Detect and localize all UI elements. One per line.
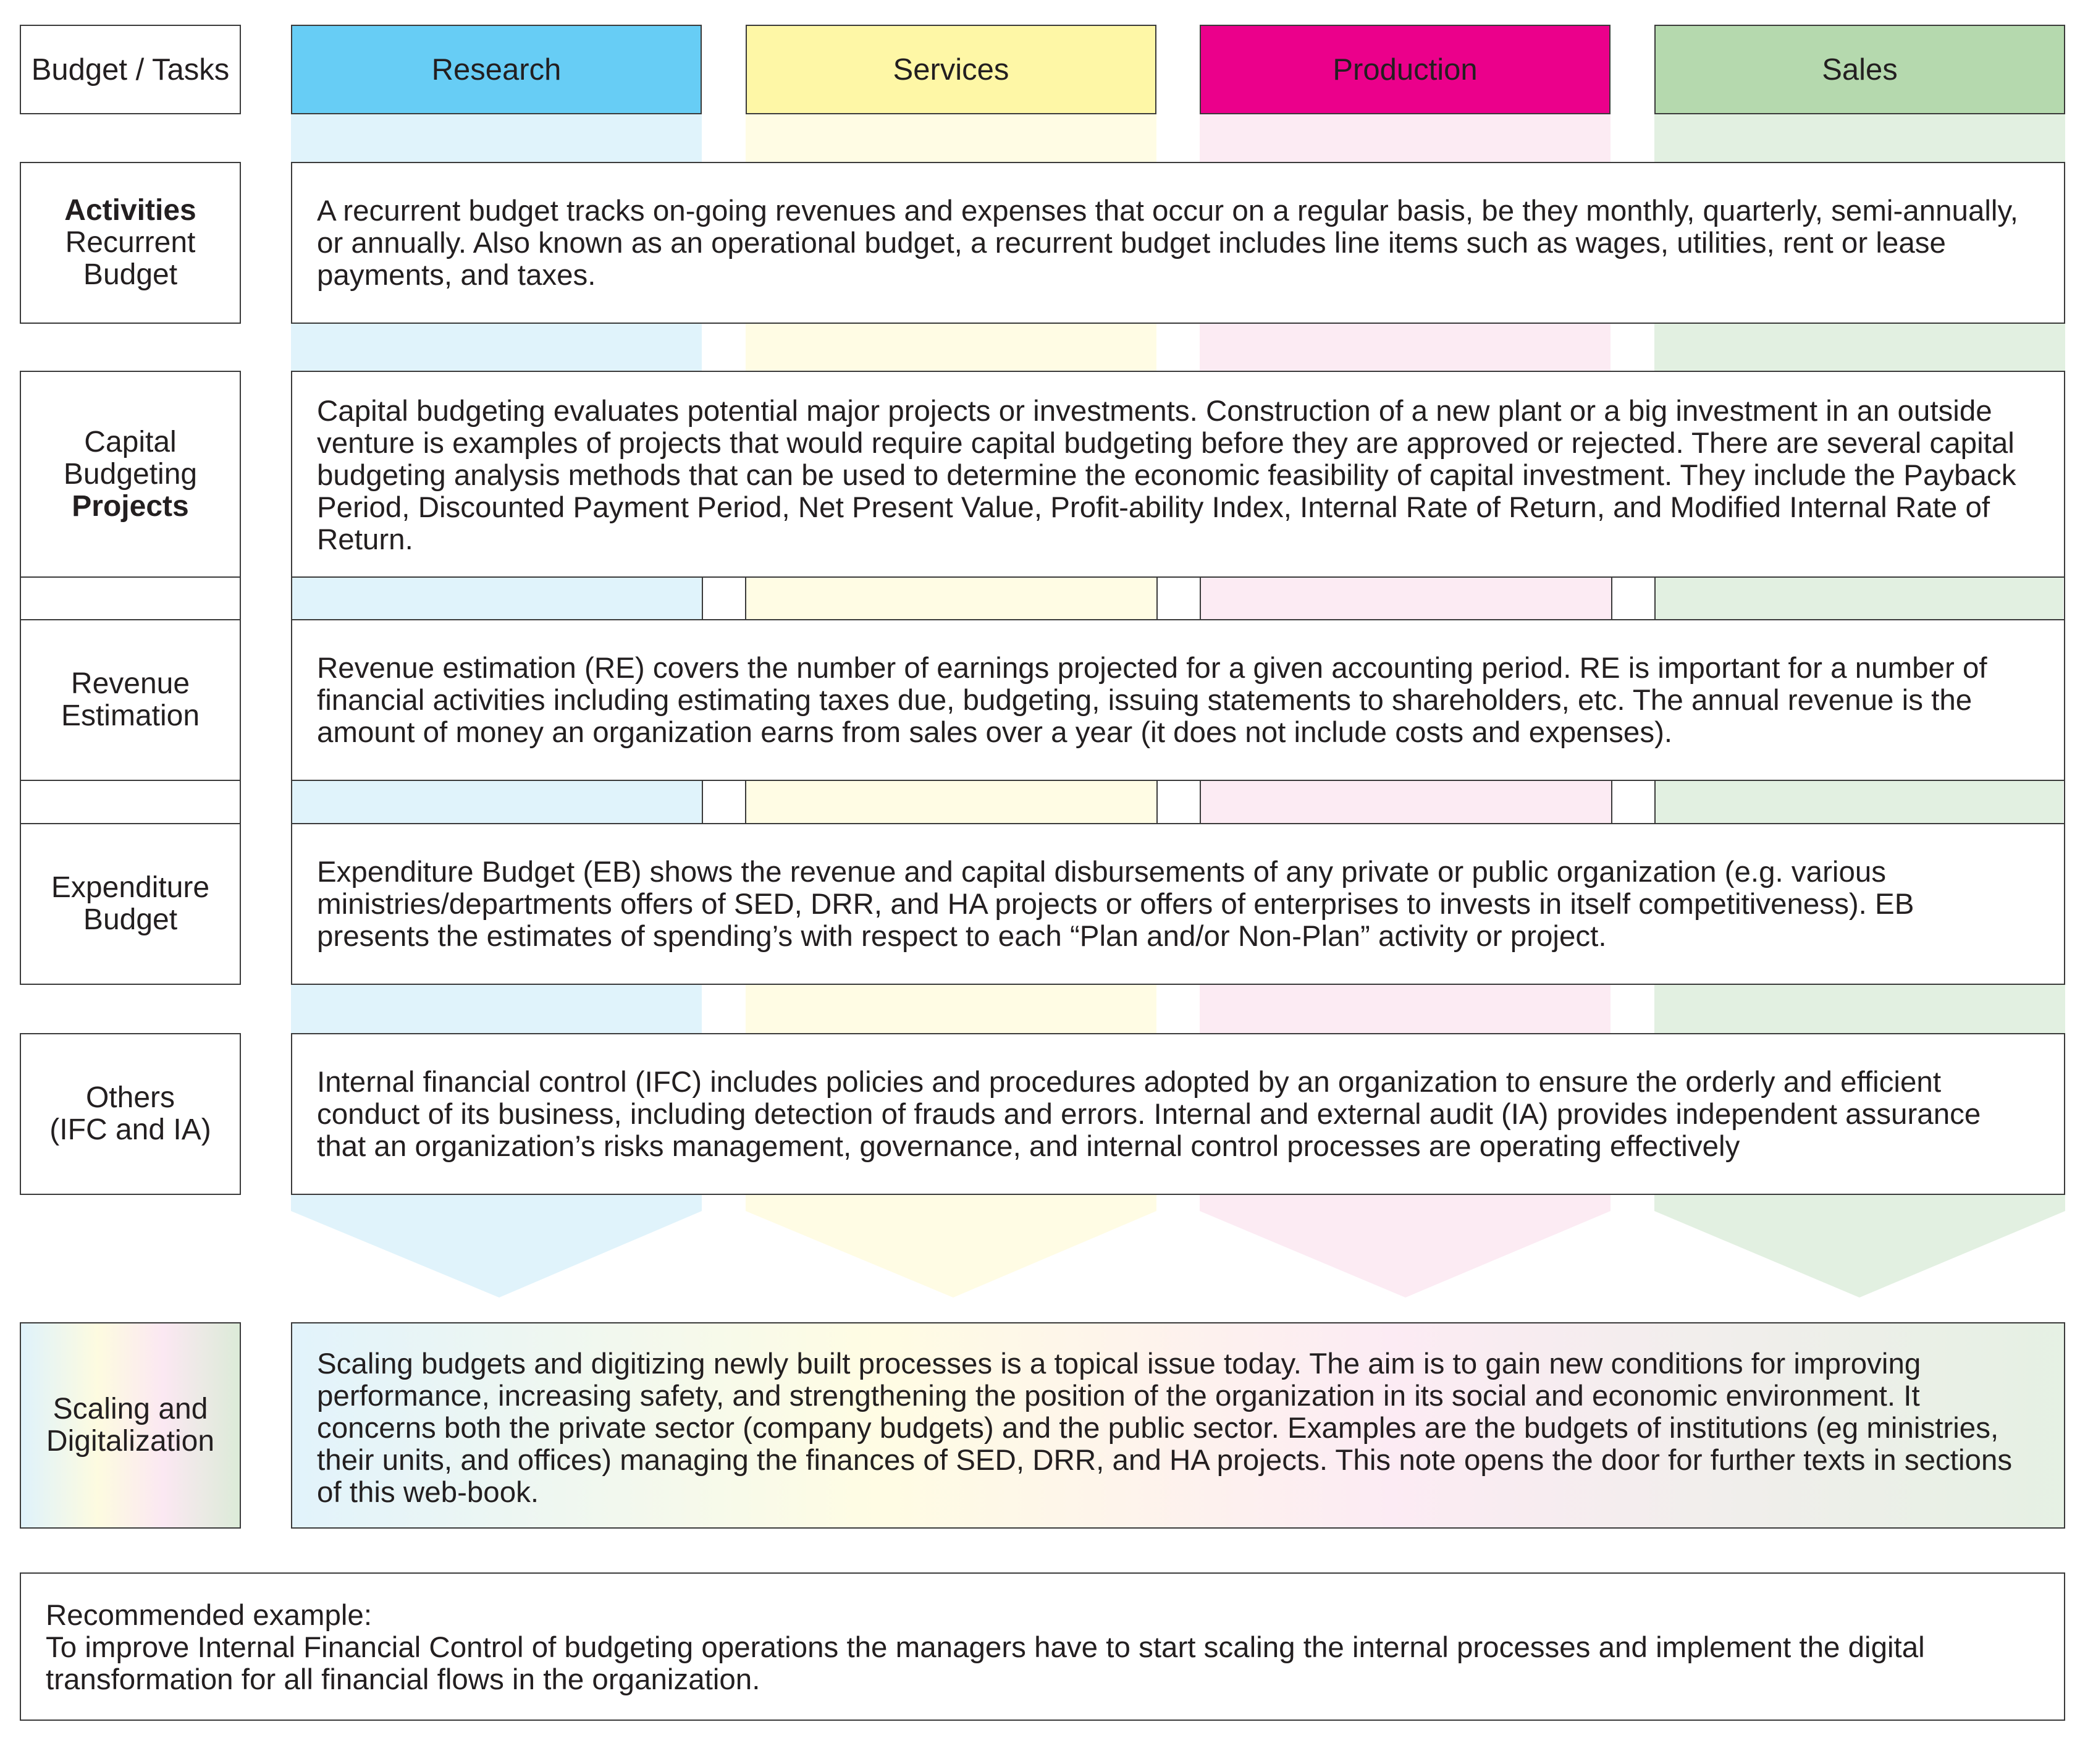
row-label-line: (IFC and IA) (49, 1113, 211, 1146)
connector-cell-services (745, 578, 1158, 620)
column-header-sales (1654, 25, 2065, 114)
row-label-line: Recurrent (65, 226, 196, 259)
row-text-expenditure-budget (291, 823, 2065, 985)
column-header-label: Production (1333, 53, 1478, 87)
row-text-revenue-estimation (291, 619, 2065, 781)
column-header-label: Services (893, 53, 1009, 87)
row-label-line: Estimation (61, 699, 200, 732)
connector-strip (291, 576, 2065, 621)
connector-label-spacer (20, 780, 241, 824)
scaling-label-box (20, 1322, 241, 1529)
row-label-line: Projects (72, 490, 189, 523)
recommended-title: Recommended example: (46, 1599, 373, 1632)
connector-cell-sales (1654, 781, 2063, 823)
row-label-line: Expenditure (51, 871, 210, 904)
column-header-label: Research (431, 53, 562, 87)
row-label-expenditure-budget (20, 823, 241, 985)
row-description: Capital budgeting evaluates potential major projects or investments. Construction of a new plant or a big investment in an outside venture is examples of projects that would require capital budgeting before they are approved or rejected. There are several capital budgeting analysis methods that can be used to determine the economic feasibility of capital investment. They include the Payback Period, Discounted Payment Period, Net Present Value, Profit-ability Index, Internal Rate of Return, and Modified Internal Rate of Return. (317, 395, 2016, 556)
row-text-recurrent-budget (291, 162, 2065, 324)
connector-cell-research (292, 781, 703, 823)
row-description: Internal financial control (IFC) includes policies and procedures adopted by an organization to ensure the orderly and efficient conduct of its business, including detection of frauds and errors. Internal and external audit (IA) provides independent assurance that an organization’s risks management, governance, and internal control processes are operating effectively (317, 1066, 1981, 1163)
row-description: A recurrent budget tracks on-going revenues and expenses that occur on a regular basis, be they monthly, quarterly, semi-annually, or annually. Also known as an operational budget, a recurrent budget includes line items such as wages, utilities, rent or lease payments, and taxes. (317, 195, 2018, 292)
column-header-label: Sales (1822, 53, 1898, 87)
row-description: Revenue estimation (RE) covers the number of earnings projected for a given accounting period. RE is important for a number of financial activities including estimating taxes due, budgeting, issuing statements to shareholders, etc. The annual revenue is the amount of money an organization earns from sales over a year (it does not include costs and expenses). (317, 652, 1987, 749)
row-label-line: Budget (83, 903, 178, 936)
connector-strip (291, 780, 2065, 824)
recommended-example-box (20, 1572, 2065, 1721)
scaling-label-line: Digitalization (46, 1425, 215, 1458)
corner-label: Budget / Tasks (31, 53, 230, 87)
row-label-line: Activities (64, 194, 196, 227)
row-label-line: Revenue (70, 667, 190, 700)
column-header-research (291, 25, 702, 114)
row-description: Expenditure Budget (EB) shows the revenue and capital disbursements of any private or public organization (e.g. various ministries/departments offers of SED, DRR, and HA projects or offers of enterprises to invests in itself competitiveness). EB presents the estimates of spending’s with respect to each “Plan and/or Non-Plan” activity or project. (317, 856, 1914, 953)
row-label-line: Budget (83, 258, 178, 291)
row-label-line: Others (85, 1081, 175, 1114)
row-label-others (20, 1033, 241, 1195)
scaling-text-box (291, 1322, 2065, 1529)
connector-cell-sales (1654, 578, 2063, 620)
row-label-recurrent-budget (20, 162, 241, 324)
row-label-line: Capital (84, 426, 177, 458)
row-label-capital-budgeting (20, 371, 241, 578)
connector-cell-production (1200, 781, 1612, 823)
connector-label-spacer (20, 576, 241, 621)
row-label-line: Budgeting (63, 458, 198, 491)
row-text-capital-budgeting (291, 371, 2065, 578)
scaling-description: Scaling budgets and digitizing newly built processes is a topical issue today. The aim is to gain new conditions for improving performance, increasing safety, and strengthening the position of the organization in its social and economic environment. It concerns both the private sector (company budgets) and the public sector. Examples are the budgets of institutions (eg ministries, their units, and offices) managing the finances of SED, DRR, and HA projects. This note opens the door for further texts in sections of this web-book. (317, 1348, 2013, 1509)
connector-cell-production (1200, 578, 1612, 620)
scaling-label-line: Scaling and (53, 1393, 208, 1425)
row-text-others (291, 1033, 2065, 1195)
connector-cell-services (745, 781, 1158, 823)
column-header-production (1200, 25, 1611, 114)
connector-cell-research (292, 578, 703, 620)
row-label-revenue-estimation (20, 619, 241, 781)
corner-label-box (20, 25, 241, 114)
recommended-text: To improve Internal Financial Control of budgeting operations the managers have to start scaling the internal processes and implement the digital transformation for all financial flows in the organization. (46, 1631, 1925, 1696)
column-header-services (746, 25, 1156, 114)
